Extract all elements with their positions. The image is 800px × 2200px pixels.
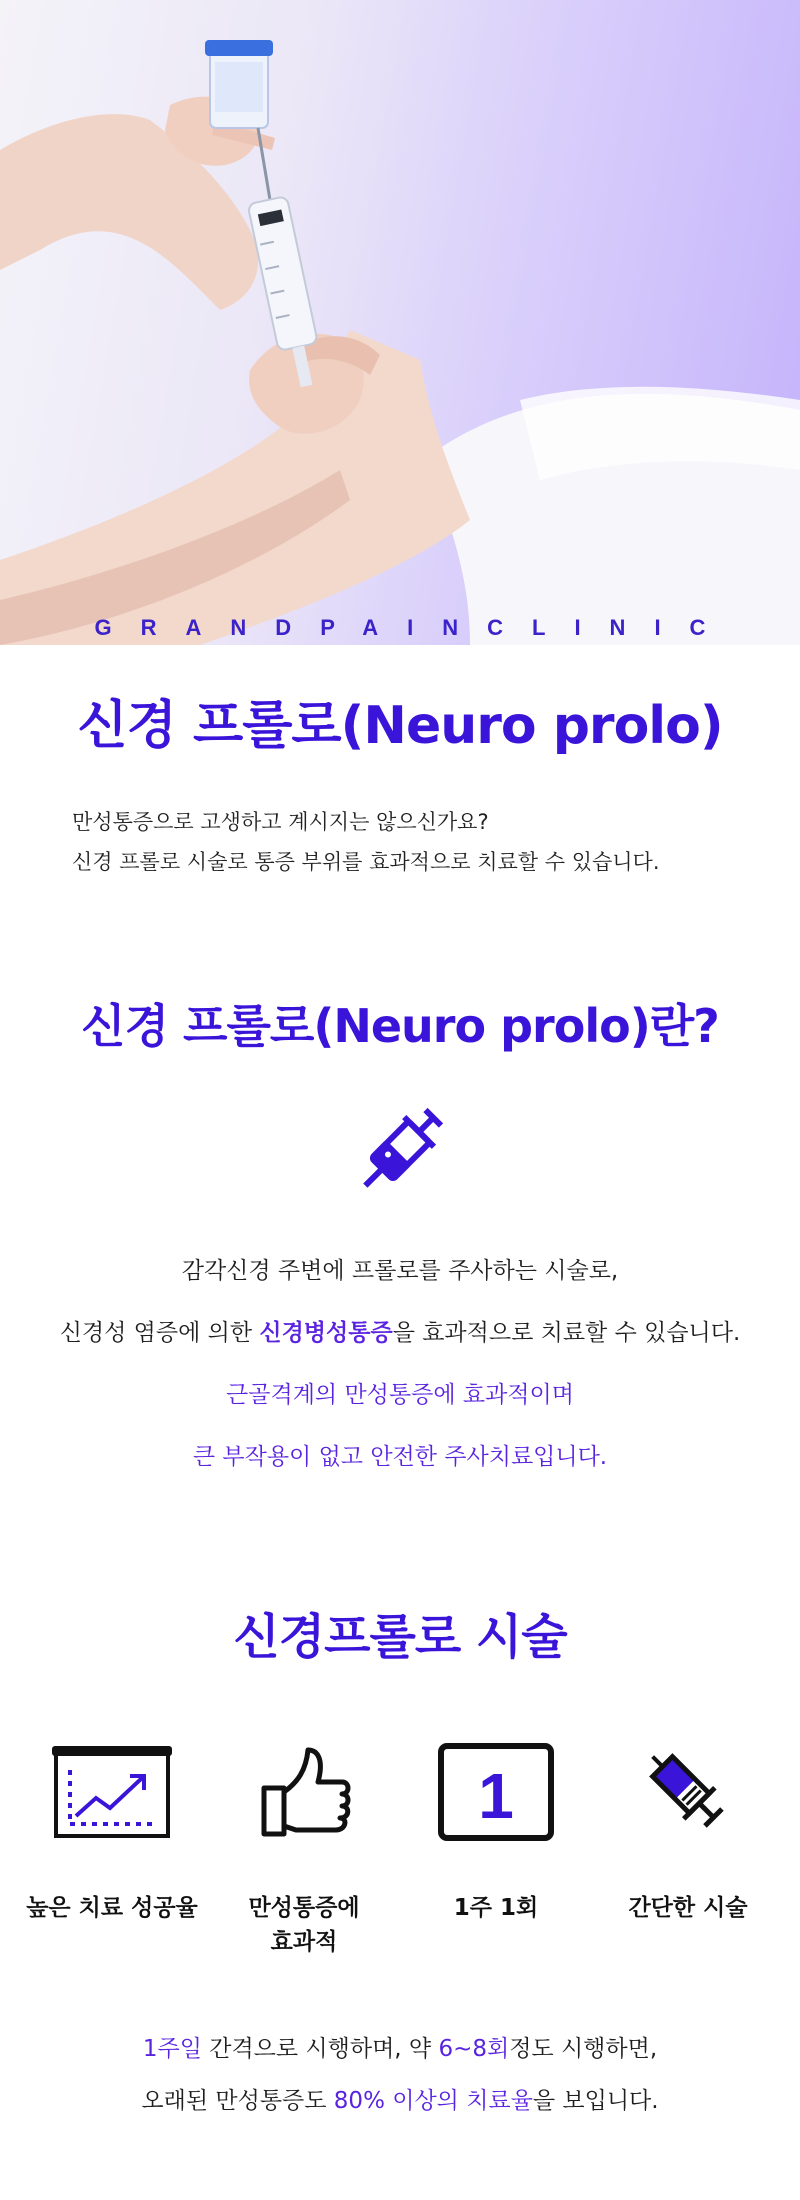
feature-chronic-pain: [214, 1727, 394, 1959]
intro-text: [72, 802, 752, 882]
feature-label: 만성통증에 효과적: [248, 1895, 360, 1955]
highlight-neuropathic: 신경병성통증: [259, 1320, 393, 1346]
feature-success-rate: [22, 1727, 202, 1959]
about-line-2: 신경성 염증에 의한 신경병성통증을 효과적으로 치료할 수 있습니다.: [59, 1320, 741, 1346]
page-title: 신경 프롤로(Neuro prolo): [77, 696, 723, 756]
summary-line-2: 오래된 만성통증도 80% 이상의 치료율을 보입니다.: [141, 2088, 659, 2114]
about-line-1: 감각신경 주변에 프롤로를 주사하는 시술로,: [181, 1258, 619, 1284]
hero-banner: [0, 0, 800, 645]
calendar-number: 1: [478, 1760, 514, 1832]
procedure-summary: [0, 2023, 800, 2127]
feature-label: 높은 치료 성공율: [26, 1895, 198, 1921]
brand-watermark: GRANDPAINCLINIC: [94, 615, 735, 640]
intro-line-1: 만성통증으로 고생하고 계시지는 않으신가요?: [72, 810, 489, 834]
about-line-3: 근골격계의 만성통증에 효과적이며: [226, 1382, 574, 1408]
intro-line-2: 신경 프롤로 시술로 통증 부위를 효과적으로 치료할 수 있습니다.: [72, 850, 660, 874]
about-description: [0, 1240, 800, 1488]
feature-list: [22, 1727, 778, 1959]
summary-line-1: 1주일 간격으로 시행하며, 약 6~8회정도 시행하면,: [142, 2036, 658, 2062]
feature-once-weekly: [406, 1727, 586, 1959]
syringe-icon: [345, 1096, 455, 1206]
hero-photo: [0, 0, 800, 645]
procedure-title: 신경프롤로 시술: [233, 1609, 567, 1665]
calendar-one-icon: [437, 1742, 555, 1842]
thumbs-up-icon: [254, 1742, 354, 1842]
chart-board-icon: [46, 1742, 178, 1842]
syringe-icon: [638, 1742, 738, 1842]
feature-label: 간단한 시술: [628, 1895, 748, 1921]
about-title: 신경 프롤로(Neuro prolo)란?: [81, 999, 719, 1053]
feature-label: 1주 1회: [453, 1895, 539, 1921]
feature-simple: [598, 1727, 778, 1959]
about-line-4: 큰 부작용이 없고 안전한 주사치료입니다.: [192, 1444, 608, 1470]
